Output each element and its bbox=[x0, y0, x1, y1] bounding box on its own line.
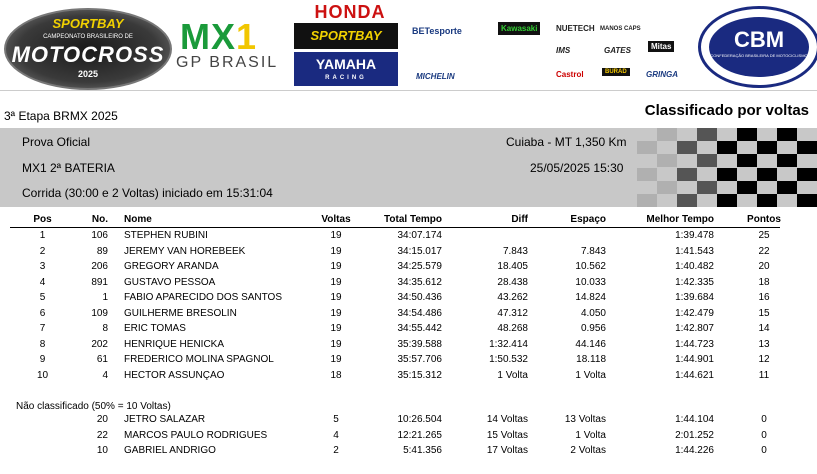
cell-name: FABIO APARECIDO DOS SANTOS bbox=[124, 292, 283, 303]
cell-best: 1:39.684 bbox=[675, 292, 714, 303]
cell-best: 1:44.621 bbox=[675, 369, 714, 381]
cell-laps: 19 bbox=[330, 338, 342, 350]
checker-square bbox=[797, 168, 817, 181]
cell-diff: 14 Voltas bbox=[486, 414, 528, 425]
table-row bbox=[0, 292, 817, 307]
cell-diff: 1 Volta bbox=[497, 369, 528, 381]
checker-square bbox=[657, 181, 677, 194]
event-logo bbox=[4, 8, 172, 90]
cell-time: 35:15.312 bbox=[397, 369, 442, 381]
race-status: Prova Oficial bbox=[22, 135, 91, 149]
col-diff-header: Diff bbox=[511, 214, 528, 225]
event-logo-title: MOTOCROSS bbox=[11, 42, 165, 67]
cell-pts: 0 bbox=[761, 429, 767, 441]
checker-square bbox=[717, 141, 737, 154]
cell-pts: 0 bbox=[761, 414, 767, 425]
cell-pos: 8 bbox=[39, 338, 46, 350]
cell-pos: 6 bbox=[39, 307, 46, 319]
checker-square bbox=[677, 194, 697, 207]
cell-time: 34:15.017 bbox=[397, 245, 442, 257]
cell-gap: 1 Volta bbox=[575, 369, 606, 381]
table-row bbox=[0, 246, 817, 261]
yamaha-logo-text: YAMAHA bbox=[315, 56, 377, 72]
cell-laps: 19 bbox=[330, 307, 342, 319]
table-row bbox=[0, 354, 817, 369]
cell-time: 34:54.486 bbox=[397, 307, 442, 319]
checker-square bbox=[737, 181, 757, 194]
cell-pts: 14 bbox=[758, 323, 770, 334]
cbm-logo bbox=[698, 6, 817, 88]
cell-pos: 1 bbox=[39, 230, 46, 241]
gp-brasil-text: GP BRASIL bbox=[176, 54, 279, 71]
cell-pts: 25 bbox=[758, 230, 770, 241]
table-row bbox=[0, 261, 817, 276]
table-row bbox=[0, 414, 817, 429]
cell-pts: 18 bbox=[758, 276, 770, 288]
cell-gap: 44.146 bbox=[575, 338, 606, 350]
sponsor-logo: NUETECH bbox=[556, 24, 595, 33]
checker-square bbox=[657, 154, 677, 167]
cell-no: 61 bbox=[96, 354, 108, 365]
checker-square bbox=[757, 168, 777, 181]
sponsor-logo: Mitas bbox=[648, 41, 674, 52]
cell-gap: 18.118 bbox=[576, 354, 606, 365]
cell-best: 1:42.335 bbox=[675, 276, 714, 288]
cell-diff: 7.843 bbox=[502, 245, 528, 257]
cell-best: 1:42.807 bbox=[675, 323, 714, 334]
cell-laps: 19 bbox=[330, 276, 342, 288]
table-row bbox=[0, 339, 817, 354]
cell-time: 5:41.356 bbox=[403, 445, 442, 456]
event-logo-brand: SPORTBAY bbox=[52, 16, 124, 31]
checker-square bbox=[737, 128, 757, 141]
race-location: Cuiaba - MT 1,350 Km bbox=[506, 135, 627, 149]
mx1-logo bbox=[180, 16, 257, 58]
checker-square bbox=[737, 154, 757, 167]
cell-best: 1:42.479 bbox=[675, 307, 714, 319]
checker-square bbox=[797, 141, 817, 154]
checker-square bbox=[757, 194, 777, 207]
cell-no: 89 bbox=[96, 245, 108, 257]
cell-time: 10:26.504 bbox=[397, 414, 442, 425]
col-no-header: No. bbox=[91, 214, 108, 225]
cell-pts: 12 bbox=[758, 354, 770, 365]
cell-time: 34:35.612 bbox=[397, 276, 442, 288]
title-row bbox=[0, 100, 817, 126]
honda-logo: HONDA bbox=[314, 2, 386, 22]
sponsor-logo: GRINGA bbox=[646, 70, 678, 79]
cell-pts: 15 bbox=[758, 307, 770, 319]
sponsor-logo: MICHELIN bbox=[416, 72, 455, 81]
cell-pos: 5 bbox=[39, 292, 46, 303]
cell-gap: 1 Volta bbox=[575, 429, 606, 441]
col-pts-header: Pontos bbox=[747, 214, 781, 225]
checker-square bbox=[657, 128, 677, 141]
cell-best: 1:40.482 bbox=[675, 261, 714, 272]
cell-laps: 2 bbox=[333, 445, 339, 456]
cell-name: ERIC TOMAS bbox=[124, 323, 186, 334]
cell-laps: 19 bbox=[330, 230, 342, 241]
cell-diff: 48.268 bbox=[497, 323, 528, 334]
checker-square bbox=[637, 168, 657, 181]
classification-type: Classificado por voltas bbox=[644, 102, 809, 119]
checker-square bbox=[777, 181, 797, 194]
checker-square bbox=[697, 154, 717, 167]
table-row bbox=[0, 230, 817, 245]
cell-gap: 2 Voltas bbox=[570, 445, 606, 456]
cell-name: STEPHEN RUBINI bbox=[124, 230, 208, 241]
cell-gap: 7.843 bbox=[580, 245, 606, 257]
col-gap-header: Espaço bbox=[570, 214, 606, 225]
cell-no: 106 bbox=[91, 230, 108, 241]
cell-no: 22 bbox=[96, 429, 108, 441]
cell-no: 1 bbox=[102, 292, 108, 303]
cell-name: JEREMY VAN HOREBEEK bbox=[124, 245, 246, 257]
cell-diff: 1:32.414 bbox=[489, 338, 528, 350]
cell-best: 1:44.901 bbox=[675, 354, 714, 365]
sportbay-logo: SPORTBAY bbox=[294, 23, 398, 49]
checker-square bbox=[677, 141, 697, 154]
cell-laps: 19 bbox=[330, 292, 342, 303]
cell-name: MARCOS PAULO RODRIGUES bbox=[124, 429, 268, 441]
cell-best: 1:44.723 bbox=[675, 338, 714, 350]
cell-laps: 19 bbox=[330, 261, 342, 272]
cell-gap: 0.956 bbox=[580, 323, 606, 334]
cell-pos: 4 bbox=[39, 276, 46, 288]
cell-name: JETRO SALAZAR bbox=[124, 414, 206, 425]
cell-diff: 47.312 bbox=[497, 307, 528, 319]
yamaha-logo-sub: RACING bbox=[325, 75, 367, 81]
cbm-logo-sub: CONFEDERAÇÃO BRASILEIRA DE MOTOCICLISMO bbox=[710, 53, 808, 58]
cell-gap: 14.824 bbox=[575, 292, 606, 303]
col-name-header: Nome bbox=[124, 214, 152, 225]
sponsor-grid bbox=[408, 20, 698, 86]
yamaha-logo bbox=[294, 52, 398, 86]
sponsor-logo: BURAD bbox=[602, 68, 630, 76]
cell-no: 206 bbox=[91, 261, 108, 272]
cell-name: HENRIQUE HENICKA bbox=[124, 338, 225, 350]
cell-pos: 3 bbox=[39, 261, 46, 272]
sponsor-logo: MANOS CAPS bbox=[600, 26, 641, 32]
cell-no: 4 bbox=[102, 369, 108, 381]
cell-best: 1:44.104 bbox=[675, 414, 714, 425]
cell-no: 10 bbox=[96, 445, 108, 456]
cell-time: 34:07.174 bbox=[397, 230, 442, 241]
cell-pos: 10 bbox=[36, 369, 49, 381]
mx1-logo-one: 1 bbox=[236, 16, 258, 57]
cell-laps: 19 bbox=[330, 245, 342, 257]
cell-no: 202 bbox=[91, 338, 108, 350]
race-datetime: 25/05/2025 15:30 bbox=[530, 161, 624, 175]
etapa-title: 3ª Etapa BRMX 2025 bbox=[4, 109, 118, 123]
table-row bbox=[0, 370, 817, 385]
cell-time: 34:50.436 bbox=[397, 292, 442, 303]
header-divider bbox=[10, 227, 780, 228]
sponsor-logo: BETesporte bbox=[412, 26, 462, 36]
cell-pts: 13 bbox=[758, 338, 770, 350]
table-row bbox=[0, 277, 817, 292]
col-time-header: Total Tempo bbox=[384, 214, 442, 225]
cell-name: GABRIEL ANDRIGO bbox=[124, 445, 216, 456]
cell-name: FREDERICO MOLINA SPAGNOL bbox=[124, 354, 274, 365]
event-logo-subtitle: CAMPEONATO BRASILEIRO DE bbox=[43, 34, 133, 40]
cell-no: 891 bbox=[91, 276, 108, 288]
cell-time: 35:39.588 bbox=[397, 338, 442, 350]
sponsor-logo: IMS bbox=[556, 46, 571, 55]
checkered-flag-graphic bbox=[637, 128, 817, 207]
cell-pts: 16 bbox=[758, 292, 770, 303]
race-category: MX1 2ª BATERIA bbox=[22, 161, 115, 175]
cell-gap: 4.050 bbox=[580, 307, 606, 319]
cell-pts: 22 bbox=[758, 245, 770, 257]
sponsor-logo: Castrol bbox=[556, 70, 584, 79]
cell-pos: 9 bbox=[39, 354, 46, 365]
cell-laps: 4 bbox=[333, 429, 339, 441]
sponsor-logo: GATES bbox=[604, 46, 631, 55]
checker-square bbox=[777, 128, 797, 141]
cell-gap: 13 Voltas bbox=[564, 414, 606, 425]
sponsor-logo: Kawasaki bbox=[498, 22, 540, 35]
table-row bbox=[0, 308, 817, 323]
cell-no: 8 bbox=[102, 323, 108, 334]
checker-square bbox=[697, 181, 717, 194]
cell-best: 1:41.543 bbox=[675, 245, 714, 257]
cell-name: GREGORY ARANDA bbox=[124, 261, 219, 272]
cell-pos: 7 bbox=[39, 323, 46, 334]
checker-square bbox=[757, 141, 777, 154]
cell-time: 12:21.265 bbox=[397, 429, 442, 441]
cell-laps: 18 bbox=[330, 369, 342, 381]
cell-pts: 11 bbox=[758, 369, 770, 381]
cell-laps: 19 bbox=[330, 354, 342, 365]
race-description: Corrida (30:00 e 2 Voltas) iniciado em 15:31:04 bbox=[22, 186, 273, 200]
checker-square bbox=[637, 194, 657, 207]
cell-no: 20 bbox=[96, 414, 108, 425]
event-logo-year: 2025 bbox=[77, 69, 99, 79]
cell-name: GUILHERME BRESOLIN bbox=[124, 307, 237, 319]
cell-laps: 5 bbox=[333, 414, 339, 425]
col-best-header: Melhor Tempo bbox=[646, 214, 714, 225]
checker-square bbox=[777, 154, 797, 167]
cell-no: 109 bbox=[91, 307, 108, 319]
checker-square bbox=[677, 168, 697, 181]
cell-pts: 0 bbox=[761, 445, 767, 456]
cell-diff: 17 Voltas bbox=[486, 445, 528, 456]
cell-gap: 10.033 bbox=[575, 276, 606, 288]
cell-diff: 1:50.532 bbox=[489, 354, 528, 365]
checker-square bbox=[797, 194, 817, 207]
cell-diff: 43.262 bbox=[497, 292, 528, 303]
table-row bbox=[0, 430, 817, 445]
cell-pos: 2 bbox=[39, 245, 46, 257]
cell-time: 34:25.579 bbox=[397, 261, 442, 272]
checker-square bbox=[717, 194, 737, 207]
checker-square bbox=[717, 168, 737, 181]
cbm-logo-text: CBM bbox=[733, 27, 785, 52]
table-row bbox=[0, 323, 817, 338]
sponsor-banner bbox=[0, 0, 817, 91]
cell-name: HECTOR ASSUNÇÃO bbox=[124, 369, 225, 381]
not-classified-label: Não classificado (50% = 10 Voltas) bbox=[16, 401, 171, 412]
cell-diff: 18.405 bbox=[497, 261, 528, 272]
cell-best: 1:44.226 bbox=[675, 445, 714, 456]
cell-gap: 10.562 bbox=[575, 261, 606, 272]
cell-best: 2:01.252 bbox=[675, 429, 714, 441]
cell-best: 1:39.478 bbox=[675, 230, 714, 241]
cell-time: 35:57.706 bbox=[397, 354, 442, 365]
table-row bbox=[0, 445, 817, 460]
checker-square bbox=[697, 128, 717, 141]
checker-square bbox=[637, 141, 657, 154]
mx1-logo-mx: MX bbox=[180, 16, 236, 57]
cell-name: GUSTAVO PESSOA bbox=[124, 276, 216, 288]
cell-pts: 20 bbox=[758, 261, 770, 272]
cell-diff: 28.438 bbox=[497, 276, 528, 288]
cell-laps: 19 bbox=[330, 323, 342, 334]
col-laps-header: Voltas bbox=[321, 214, 351, 225]
cell-time: 34:55.442 bbox=[397, 323, 442, 334]
col-pos-header: Pos bbox=[33, 214, 52, 225]
cell-diff: 15 Voltas bbox=[486, 429, 528, 441]
